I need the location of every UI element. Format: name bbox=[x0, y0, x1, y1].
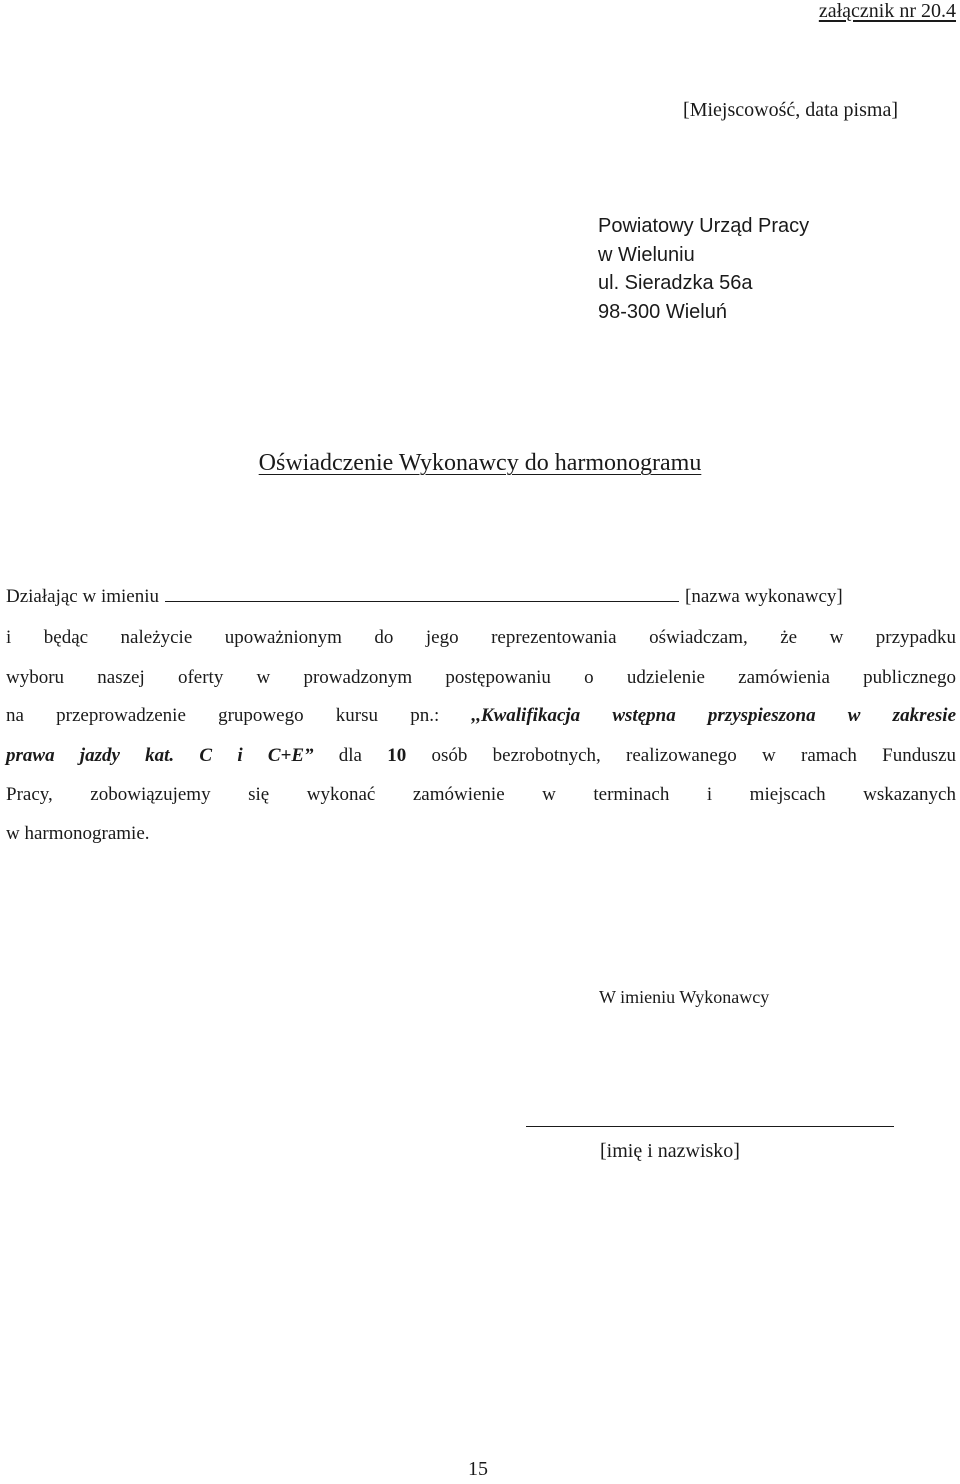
body-line-4-start: na przeprowadzenie grupowego kursu pn.: bbox=[6, 705, 440, 726]
signature-label: W imieniu Wykonawcy bbox=[599, 987, 770, 1007]
body-line-3: wyboru naszej oferty w prowadzonym postępowaniu o udzielenie zamówienia publicznego bbox=[6, 667, 956, 688]
body-line-4 bbox=[6, 705, 956, 727]
addressee-line-4: 98-300 Wieluń bbox=[598, 300, 727, 323]
addressee-block bbox=[598, 212, 809, 326]
contractor-name-blank bbox=[165, 600, 679, 602]
body-line-5-mid1: dla bbox=[338, 745, 362, 766]
body-line-1-start: Działając w imieniu bbox=[6, 586, 159, 607]
course-name-part-1: ,,Kwalifikacja wstępna przyspieszona w zakresie bbox=[471, 705, 956, 726]
body-line-1-end: [nazwa wykonawcy] bbox=[685, 586, 843, 607]
signature-line bbox=[526, 1126, 894, 1127]
body-line-6: Pracy, zobowiązujemy się wykonać zamówienie w terminach i miejscach wskazanych bbox=[6, 784, 956, 805]
course-name-part-2: prawa jazdy kat. C i C+E” bbox=[6, 745, 314, 766]
addressee-line-1: Powiatowy Urząd Pracy bbox=[598, 215, 810, 237]
attachment-number: załącznik nr 20.4 bbox=[818, 0, 956, 22]
body-line-5 bbox=[6, 745, 956, 767]
document-title: Oświadczenie Wykonawcy do harmonogramu bbox=[258, 450, 702, 476]
place-and-date-placeholder: [Miejscowość, data pisma] bbox=[683, 99, 898, 121]
body-line-5-mid2: osób bezrobotnych, realizowanego w ramach Funduszu bbox=[431, 745, 957, 766]
body-line-7: w harmonogramie. bbox=[6, 823, 150, 844]
body-line-1 bbox=[6, 586, 956, 608]
signature-caption: [imię i nazwisko] bbox=[600, 1140, 740, 1162]
page-number: 15 bbox=[468, 1458, 488, 1480]
body-line-2: i będąc należycie upoważnionym do jego reprezentowania oświadczam, że w przypadku bbox=[6, 627, 956, 648]
addressee-line-3: ul. Sieradzka 56a bbox=[598, 272, 753, 294]
addressee-line-2: w Wieluniu bbox=[598, 243, 695, 266]
participant-count: 10 bbox=[387, 745, 407, 766]
